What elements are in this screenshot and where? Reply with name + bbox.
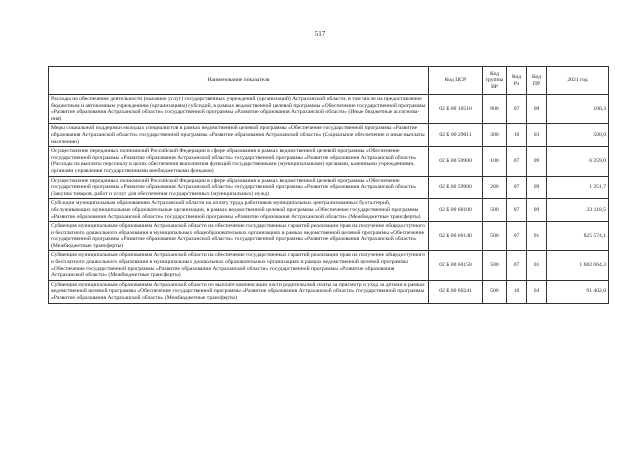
header-vr: Код группы ВР bbox=[483, 67, 507, 95]
row-rz: 07 bbox=[507, 222, 527, 251]
row-vr: 200 bbox=[483, 176, 507, 199]
row-vr: 500 bbox=[483, 251, 507, 280]
table-row bbox=[49, 176, 609, 199]
table-row bbox=[49, 199, 609, 222]
table-row bbox=[49, 95, 609, 124]
row-csr: 02 Б 00 60140 bbox=[429, 222, 483, 251]
row-vr: 800 bbox=[483, 95, 507, 124]
row-amount: 33 118,5 bbox=[547, 199, 609, 222]
header-pr: Код ПР bbox=[527, 67, 547, 95]
row-rz: 07 bbox=[507, 176, 527, 199]
row-amount: 825 574,1 bbox=[547, 222, 609, 251]
row-csr: 02 Б 00 60150 bbox=[429, 251, 483, 280]
row-name: Субвенция муниципальным образованиям Астраханской области на обеспечение государственных гарантий реализации прав на получение общедоступного и бесплатного дошкольного образования в муниципальных дошкольных образовательных организациях в рамках ведомственной целевой программы «Обеспечение государственной программы «Развитие образования Астраханской области» государственной программы «Развитие образования Астраханской области» (Межбюджетные трансферты) bbox=[49, 251, 429, 280]
row-rz: 07 bbox=[507, 199, 527, 222]
row-amount: 106,3 bbox=[547, 95, 609, 124]
row-name: Субсидии муниципальным образованиям Астраханской области на оплату труда работников муниципальных централизованных бухгалтерий, обслуживающих муниципальные образовательные организации, в рамках ведомственной целевой программы «Обеспечение государственной программы «Развитие образования Астраханской области» государственной программы «Развитие образования Астраханской области» (Межбюджетные трансферты) bbox=[49, 199, 429, 222]
header-year: 2021 год bbox=[547, 67, 609, 95]
row-csr: 02 Б 00 59900 bbox=[429, 147, 483, 176]
row-name: Осуществление переданных полномочий Российской Федерации в сфере образования в рамках ведомственной целевой программы «Обеспечение государственной программы «Развитие образования Астраханской области» государственной программы «Развитие образования Астраханской области» (Закупка товаров, работ и услуг для обеспечения государственных (муниципальных) нужд) bbox=[49, 176, 429, 199]
page-number: 517 bbox=[314, 30, 326, 38]
row-rz: 10 bbox=[507, 280, 527, 303]
row-pr: 09 bbox=[527, 199, 547, 222]
table-header bbox=[49, 67, 609, 95]
row-vr: 500 bbox=[483, 199, 507, 222]
row-rz: 07 bbox=[507, 147, 527, 176]
budget-table bbox=[48, 66, 609, 304]
row-amount: 1 351,7 bbox=[547, 176, 609, 199]
table-row bbox=[49, 222, 609, 251]
row-name: Субвенция муниципальным образованиям Астраханской области по выплате компенсации части родительской платы за присмотр и уход за детьми в рамках ведомственной целевой программы «Обеспечение государственной программы «Развитие образования Астраханской области» государственной программы «Развитие образования Астраханской области» (Межбюджетные трансферты) bbox=[49, 280, 429, 303]
row-pr: 09 bbox=[527, 176, 547, 199]
row-pr: 03 bbox=[527, 124, 547, 147]
row-vr: 500 bbox=[483, 280, 507, 303]
row-name: Субвенция муниципальным образованиям Астраханской области на обеспечение государственных гарантий реализации прав на получение общедоступного и бесплатного дошкольного образования в муниципальных общеобразовательных организациях в рамках ведомственной целевой программы «Обеспечение государственной программы «Развитие образования Астраханской области» государственной программы «Развитие образования Астраханской области» (Межбюджетные трансферты) bbox=[49, 222, 429, 251]
row-vr: 100 bbox=[483, 147, 507, 176]
row-pr: 01 bbox=[527, 222, 547, 251]
row-name: Меры социальной поддержки молодых специалистов в рамках ведомственной целевой программы «Обеспечение государственной программы «Развитие образования Астраханской области» государственной программы «Развитие образования Астраханской области» (Социальное обеспечение и иные выплаты населению) bbox=[49, 124, 429, 147]
row-pr: 04 bbox=[527, 280, 547, 303]
row-pr: 09 bbox=[527, 147, 547, 176]
row-csr: 02 Б 00 60100 bbox=[429, 199, 483, 222]
table-row bbox=[49, 147, 609, 176]
row-csr: 02 Б 00 60241 bbox=[429, 280, 483, 303]
row-pr: 09 bbox=[527, 95, 547, 124]
header-csr: Код ЦСР bbox=[429, 67, 483, 95]
row-amount: 1 682 064,3 bbox=[547, 251, 609, 280]
row-csr: 02 Б 00 10510 bbox=[429, 95, 483, 124]
row-rz: 07 bbox=[507, 251, 527, 280]
row-csr: 02 Б 00 29011 bbox=[429, 124, 483, 147]
row-name: Осуществление переданных полномочий Российской Федерации в сфере образования в рамках ведомственной целевой программы «Обеспечение государственной программы «Развитие образования Астраханской области» государственной программы «Развитие образования Астраханской области» (Расходы на выплаты персоналу в целях обеспечения выполнения функций государственными (муниципальными) органами, казенными учреждениями, органами управления государственными внебюджетными фондами) bbox=[49, 147, 429, 176]
row-amount: 91 402,0 bbox=[547, 280, 609, 303]
table-row bbox=[49, 280, 609, 303]
header-rz: Код Рз bbox=[507, 67, 527, 95]
row-name: Расходы на обеспечение деятельности (оказание услуг) государственных учреждений (организаций) Астраханской области, в том числе на предоставление бюджетным и автономным учреждениям (организациям) субсидий, в рамках ведомственной целевой программы «Обеспечение государственной программы «Развитие образования Астраханской области» государственной программы «Развитие образования Астраханской области» (Иные бюджетные ассигнова-ния) bbox=[49, 95, 429, 124]
row-csr: 02 Б 00 59900 bbox=[429, 176, 483, 199]
row-amount: 500,0 bbox=[547, 124, 609, 147]
row-rz: 07 bbox=[507, 95, 527, 124]
row-vr: 300 bbox=[483, 124, 507, 147]
table-body bbox=[49, 95, 609, 304]
row-amount: 6 259,0 bbox=[547, 147, 609, 176]
table-row bbox=[49, 124, 609, 147]
table-row bbox=[49, 251, 609, 280]
row-pr: 01 bbox=[527, 251, 547, 280]
header-name: Наименование показателя bbox=[49, 67, 429, 95]
row-vr: 500 bbox=[483, 222, 507, 251]
row-rz: 10 bbox=[507, 124, 527, 147]
